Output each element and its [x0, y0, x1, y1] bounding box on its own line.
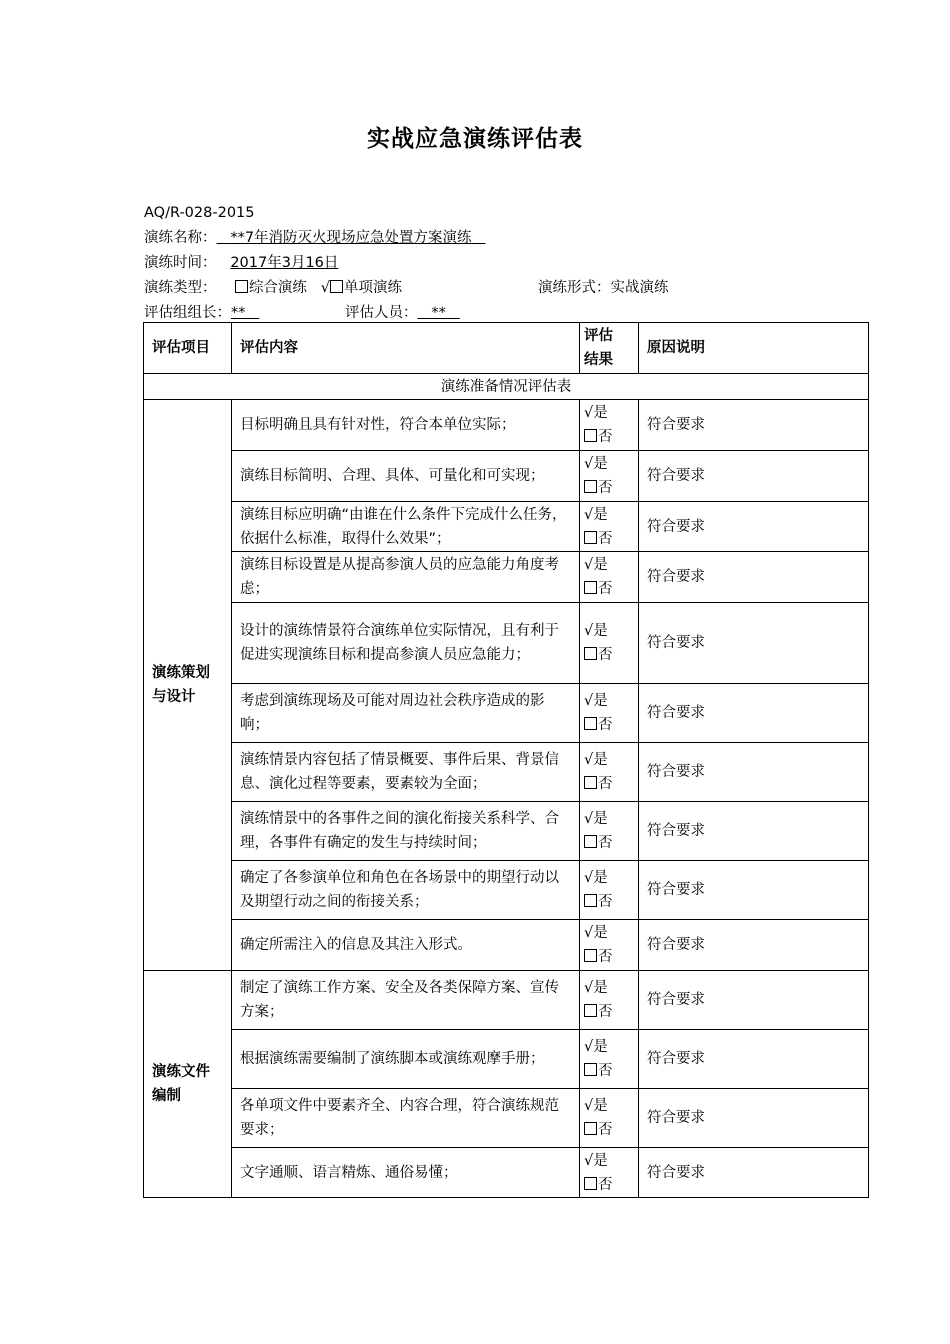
content-cell: 演练目标简明、合理、具体、可量化和可实现；: [232, 451, 580, 502]
result-yes: √是: [584, 1098, 608, 1114]
document-title: 实战应急演练评估表: [367, 126, 583, 152]
checkbox-icon: [584, 1122, 597, 1135]
result-no: 否: [598, 1176, 613, 1193]
checkbox-icon: [584, 835, 597, 848]
result-yes: √是: [584, 1152, 608, 1169]
result-yes: √是: [584, 925, 608, 941]
result-no: 否: [598, 894, 613, 910]
table-row: [144, 920, 869, 971]
content-cell: 制定了演练工作方案、安全及各类保障方案、宣传方案；: [232, 971, 580, 1030]
result-yes: √是: [584, 405, 608, 421]
content-cell: 文字通顺、语言精炼、通俗易懂；: [232, 1148, 580, 1198]
category-cell: 演练文件 编制: [144, 971, 232, 1198]
result-cell: [580, 1030, 639, 1089]
result-no: 否: [598, 530, 613, 547]
content-cell: 目标明确且具有针对性，符合本单位实际；: [232, 400, 580, 451]
result-no: 否: [598, 1122, 613, 1138]
table-row: [144, 1089, 869, 1148]
table-header-row: [144, 323, 869, 374]
leader-line: [144, 303, 259, 323]
result-yes: √是: [584, 980, 608, 996]
result-cell: [580, 861, 639, 920]
table-row: [144, 451, 869, 502]
result-yes: √是: [584, 623, 608, 639]
drill-time-value: 2017年3月16日: [230, 255, 339, 271]
checkbox-icon: [584, 531, 597, 544]
leader-value: **: [231, 305, 246, 321]
checkbox-icon: [584, 949, 597, 962]
evaluator-line: [345, 303, 460, 323]
doc-code: AQ/R-028-2015: [144, 205, 255, 221]
drill-form-label: 演练形式：: [538, 280, 611, 296]
content-cell: 考虑到演练现场及可能对周边社会秩序造成的影响；: [232, 684, 580, 743]
drill-form-value: 实战演练: [610, 280, 669, 296]
header-result: 评估 结果: [580, 323, 639, 374]
result-no: 否: [598, 480, 613, 496]
content-cell: 演练目标应明确“由谁在什么条件下完成什么任务，依据什么标准，取得什么效果”；: [232, 502, 580, 552]
type-option-single: 单项演练: [344, 280, 403, 296]
reason-cell: 符合要求: [639, 861, 869, 920]
result-yes: √是: [584, 506, 608, 523]
header-reason: 原因说明: [639, 323, 869, 374]
table-row: [144, 603, 869, 684]
reason-cell: 符合要求: [639, 451, 869, 502]
drill-type-label: 演练类型：: [144, 280, 217, 296]
result-yes: √是: [584, 870, 608, 886]
reason-cell: 符合要求: [639, 920, 869, 971]
type-option-comprehensive: 综合演练: [248, 280, 307, 296]
result-yes: √是: [584, 456, 608, 472]
checkbox-icon: [330, 280, 343, 293]
drill-time-line: [144, 253, 338, 273]
content-cell: 演练情景内容包括了情景概要、事件后果、背景信息、演化过程等要素，要素较为全面；: [232, 743, 580, 802]
drill-name-value: **7年消防灭火现场应急处置方案演练: [230, 230, 472, 246]
reason-cell: 符合要求: [639, 802, 869, 861]
evaluation-table: [143, 322, 869, 1198]
table-row: [144, 552, 869, 603]
checkbox-icon: [584, 429, 597, 442]
reason-cell: 符合要求: [639, 684, 869, 743]
reason-cell: 符合要求: [639, 552, 869, 603]
reason-cell: 符合要求: [639, 1030, 869, 1089]
result-cell: [580, 920, 639, 971]
content-cell: 演练情景中的各事件之间的演化衔接关系科学、合理，各事件有确定的发生与持续时间；: [232, 802, 580, 861]
result-no: 否: [598, 1004, 613, 1020]
drill-form-line: [538, 278, 669, 298]
table-row: [144, 1030, 869, 1089]
checkbox-icon: [584, 581, 597, 594]
result-no: 否: [598, 1063, 613, 1079]
result-no: 否: [598, 776, 613, 792]
table-row: [144, 502, 869, 552]
table-row: [144, 743, 869, 802]
check-mark-icon: √: [320, 280, 331, 296]
header-item: 评估项目: [144, 323, 232, 374]
result-cell: [580, 400, 639, 451]
content-cell: 确定了各参演单位和角色在各场景中的期望行动以及期望行动之间的衔接关系；: [232, 861, 580, 920]
checkbox-icon: [584, 776, 597, 789]
checkbox-icon: [584, 1063, 597, 1076]
result-cell: [580, 684, 639, 743]
content-cell: 各单项文件中要素齐全、内容合理，符合演练规范要求；: [232, 1089, 580, 1148]
content-cell: 设计的演练情景符合演练单位实际情况，且有利于促进实现演练目标和提高参演人员应急能力；: [232, 603, 580, 684]
reason-cell: 符合要求: [639, 1089, 869, 1148]
result-yes: √是: [584, 693, 608, 709]
table-row: [144, 802, 869, 861]
header-content: 评估内容: [232, 323, 580, 374]
result-cell: [580, 603, 639, 684]
result-no: 否: [598, 429, 613, 445]
checkbox-icon: [584, 1177, 597, 1190]
category-cell: 演练策划 与设计: [144, 400, 232, 971]
result-no: 否: [598, 647, 613, 663]
reason-cell: 符合要求: [639, 971, 869, 1030]
result-no: 否: [598, 835, 613, 851]
result-yes: √是: [584, 752, 608, 768]
checkbox-icon: [584, 717, 597, 730]
result-cell: [580, 502, 639, 552]
reason-cell: 符合要求: [639, 502, 869, 552]
table-row: [144, 861, 869, 920]
result-cell: [580, 802, 639, 861]
result-yes: √是: [584, 811, 608, 827]
result-cell: [580, 1089, 639, 1148]
table-row: [144, 1148, 869, 1198]
result-yes: √是: [584, 1039, 608, 1055]
reason-cell: 符合要求: [639, 603, 869, 684]
evaluator-label: 评估人员：: [345, 305, 418, 321]
content-cell: 确定所需注入的信息及其注入形式。: [232, 920, 580, 971]
result-no: 否: [598, 581, 613, 597]
reason-cell: 符合要求: [639, 400, 869, 451]
checkbox-icon: [584, 480, 597, 493]
section-title: 演练准备情况评估表: [144, 374, 869, 400]
checkbox-icon: [584, 894, 597, 907]
result-cell: [580, 552, 639, 603]
result-cell: [580, 743, 639, 802]
table-row: [144, 684, 869, 743]
result-cell: [580, 1148, 639, 1198]
result-cell: [580, 451, 639, 502]
table-row: [144, 971, 869, 1030]
result-yes: √是: [584, 557, 608, 573]
content-cell: 演练目标设置是从提高参演人员的应急能力角度考虑；: [232, 552, 580, 603]
reason-cell: 符合要求: [639, 1148, 869, 1198]
evaluator-value: **: [431, 305, 446, 321]
drill-name-label: 演练名称：: [144, 230, 217, 246]
checkbox-icon: [584, 647, 597, 660]
drill-time-label: 演练时间：: [144, 255, 217, 271]
drill-name-line: [144, 228, 485, 248]
section-title-row: [144, 374, 869, 400]
result-no: 否: [598, 949, 613, 965]
table-row: [144, 400, 869, 451]
checkbox-icon: [235, 280, 248, 293]
content-cell: 根据演练需要编制了演练脚本或演练观摩手册；: [232, 1030, 580, 1089]
result-no: 否: [598, 717, 613, 733]
leader-label: 评估组组长：: [144, 305, 231, 321]
checkbox-icon: [584, 1004, 597, 1017]
result-cell: [580, 971, 639, 1030]
drill-type-line: [144, 278, 402, 298]
reason-cell: 符合要求: [639, 743, 869, 802]
